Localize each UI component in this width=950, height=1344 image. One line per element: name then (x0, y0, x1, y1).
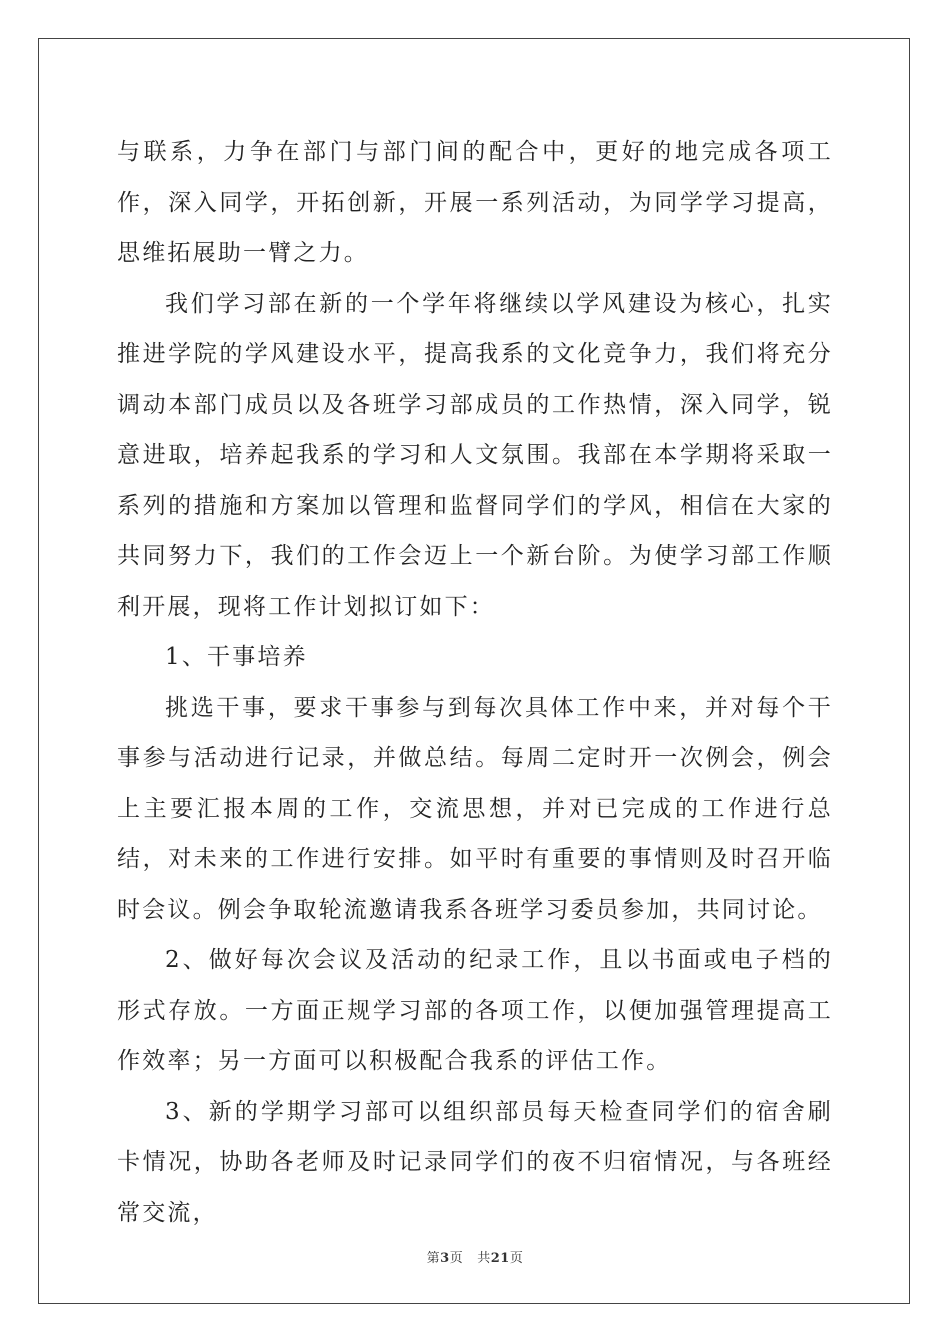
section-heading-cadre-training: 1、干事培养 (165, 644, 308, 670)
page-number: 3 (440, 1251, 450, 1266)
total-suffix: 页 (509, 1251, 524, 1266)
page-footer (0, 1247, 950, 1266)
document-body (117, 127, 833, 1238)
total-pages: 21 (490, 1251, 510, 1266)
paragraph-3: 挑选干事，要求干事参与到每次具体工作中来，并对每个干事参与活动进行记录，并做总结。每周二定时开一次例会，例会上主要汇报本周的工作，交流思想，并对已完成的工作进行总结，对未来的工作进行安排。如平时有重要的事情则及时召开临时会议。例会争取轮流邀请我系各班学习委员参加，共同讨论。 (117, 694, 833, 923)
page-prefix: 第 (426, 1251, 441, 1266)
page-suffix: 页 (449, 1251, 464, 1266)
paragraph-1: 与联系，力争在部门与部门间的配合中，更好的地完成各项工作，深入同学，开拓创新，开展一系列活动，为同学学习提高，思维拓展助一臂之力。 (117, 139, 833, 266)
total-prefix: 共 (477, 1251, 491, 1266)
paragraph-4: 2、做好每次会议及活动的纪录工作，且以书面或电子档的形式存放。一方面正规学习部的各项工作，以便加强管理提高工作效率；另一方面可以积极配合我系的评估工作。 (117, 947, 833, 1074)
paragraph-5: 3、新的学期学习部可以组织部员每天检查同学们的宿舍刷卡情况，协助各老师及时记录同学们的夜不归宿情况，与各班经常交流， (117, 1098, 833, 1226)
paragraph-2: 我们学习部在新的一个学年将继续以学风建设为核心，扎实推进学院的学风建设水平，提高我系的文化竞争力，我们将充分调动本部门成员以及各班学习部成员的工作热情，深入同学，锐意进取，培养起我系的学习和人文氛围。我部在本学期将采取一系列的措施和方案加以管理和监督同学们的学风，相信在大家的共同努力下，我们的工作会迈上一个新台阶。为使学习部工作顺利开展，现将工作计划拟订如下： (117, 290, 833, 620)
